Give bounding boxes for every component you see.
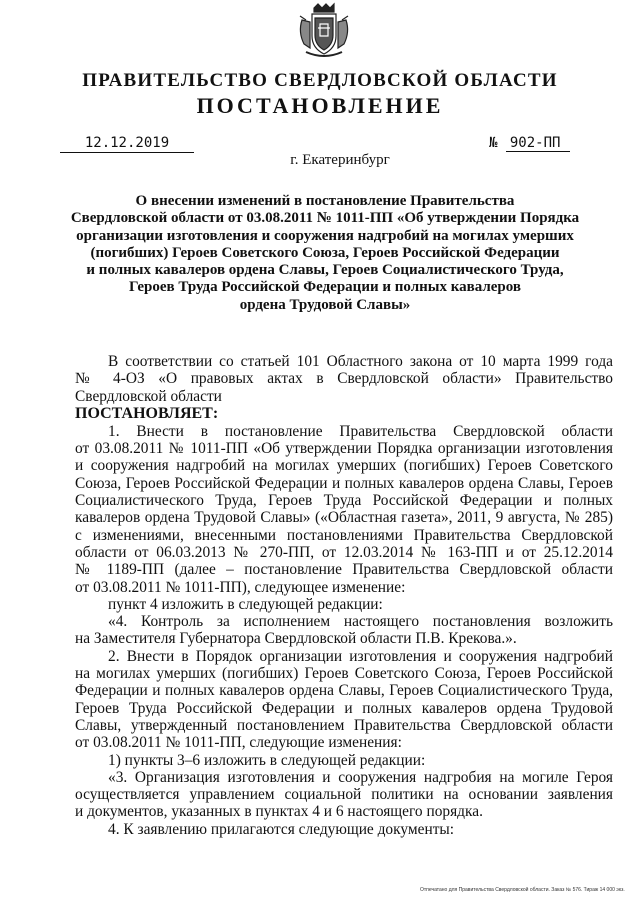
- document-heading: [70, 193, 580, 314]
- paragraph-1-item: пункт 4 изложить в следующей редакции:: [108, 595, 383, 613]
- city: г. Екатеринбург: [290, 152, 390, 168]
- intro-line: Свердловской области: [75, 387, 222, 405]
- heading-line: организации изготовления и сооружения надгробий на могилах умерших: [76, 227, 574, 244]
- heading-line: Свердловской области от 03.08.2011 № 1011-ПП «Об утверждении Порядка: [70, 210, 580, 227]
- paragraph-1-line: от 03.08.2011 № 1011-ПП «Об утверждении Порядка организации изготовления: [75, 440, 613, 458]
- heading-line: ордена Трудовой Славы»: [239, 296, 411, 313]
- document-date: 12.12.2019: [60, 135, 194, 153]
- document-number: [489, 135, 585, 152]
- paragraph-1-line: от 03.08.2011 № 1011-ПП), следующее изменение:: [75, 578, 406, 596]
- heading-line: Героев Труда Российской Федерации и полных кавалеров: [128, 279, 522, 296]
- paragraph-2-line: на могилах умерших (погибших) Героев Советского Союза, Героев Российской: [75, 665, 613, 683]
- paragraph-1-line: Союза, Героев Российской Федерации и полных кавалеров ордена Славы, Героев: [75, 474, 613, 492]
- number-prefix: №: [489, 135, 498, 151]
- intro-line: В соответствии со статьей 101 Областного закона от 10 марта 1999 года: [108, 353, 613, 370]
- document-body: [75, 353, 613, 838]
- paragraph-2-line: Героев Труда Российской Федерации и полных кавалеров ордена Трудовой: [75, 699, 613, 717]
- resolves-heading: ПОСТАНОВЛЯЕТ:: [75, 404, 219, 422]
- heading-line: (погибших) Героев Советского Союза, Героев Российской Федерации: [90, 244, 560, 261]
- paragraph-2-quote-line: «3. Организация изготовления и сооружения надгробия на могиле Героя: [108, 768, 613, 786]
- paragraph-1-line: № 1189-ПП (далее – постановление Правительства Свердловской области: [75, 561, 613, 579]
- paragraph-2-item: 1) пункты 3–6 изложить в следующей редакции:: [108, 751, 426, 769]
- government-title: ПРАВИТЕЛЬСТВО СВЕРДЛОВСКОЙ ОБЛАСТИ: [82, 70, 558, 91]
- paragraph-1-line: с изменениями, внесенными постановлениями Правительства Свердловской: [75, 526, 613, 544]
- coat-of-arms-emblem: [296, 2, 352, 60]
- intro-line: № 4-ОЗ «О правовых актах в Свердловской области» Правительство: [75, 370, 613, 388]
- paragraph-1-line: 1. Внести в постановление Правительства Свердловской области: [108, 422, 613, 440]
- document-type: ПОСТАНОВЛЕНИЕ: [196, 93, 444, 118]
- paragraph-2-line: Федерации и полных кавалеров ордена Славы, Героев Социалистического Труда,: [75, 682, 613, 700]
- paragraph-2-line: Славы, утвержденный постановлением Правительства Свердловской области: [75, 716, 613, 734]
- paragraph-1-line: области от 06.03.2013 № 270-ПП, от 12.03.2014 № 163-ПП и от 25.12.2014: [75, 543, 613, 561]
- paragraph-2-item-4: 4. К заявлению прилагаются следующие документы:: [108, 820, 455, 838]
- paragraph-1-line: и сооружения надгробий на могилах умерших (погибших) Героев Советского: [75, 457, 613, 475]
- paragraph-2-line: 2. Внести в Порядок организации изготовления и сооружения надгробий: [108, 647, 613, 665]
- paragraph-2-quote-line: и документов, указанных в пунктах 4 и 6 настоящего порядка.: [75, 803, 483, 821]
- paragraph-2-quote-line: осуществляется управлением социальной политики на основании заявления: [75, 786, 613, 804]
- number-value: 902-ПП: [506, 135, 570, 152]
- heading-line: О внесении изменений в постановление Правительства: [135, 193, 515, 209]
- paragraph-1-line: Социалистического Труда, Героев Труда Российской Федерации и полных: [75, 492, 613, 510]
- paragraph-1-quote-line: «4. Контроль за исполнением настоящего постановления возложить: [108, 613, 613, 631]
- heading-line: и полных кавалеров ордена Славы, Героев Социалистического Труда,: [86, 262, 564, 279]
- paragraph-1-line: кавалеров ордена Трудовой Славы» («Областная газета», 2011, 9 августа, № 285): [75, 509, 613, 527]
- print-note: Отпечатано для Правительства Свердловской области. Заказ № 576. Тираж 14 000 экз.: [420, 887, 625, 893]
- paragraph-1-quote-line: на Заместителя Губернатора Свердловской области П.В. Крекова.».: [75, 630, 517, 648]
- paragraph-2-line: от 03.08.2011 № 1011-ПП, следующие изменения:: [75, 734, 402, 752]
